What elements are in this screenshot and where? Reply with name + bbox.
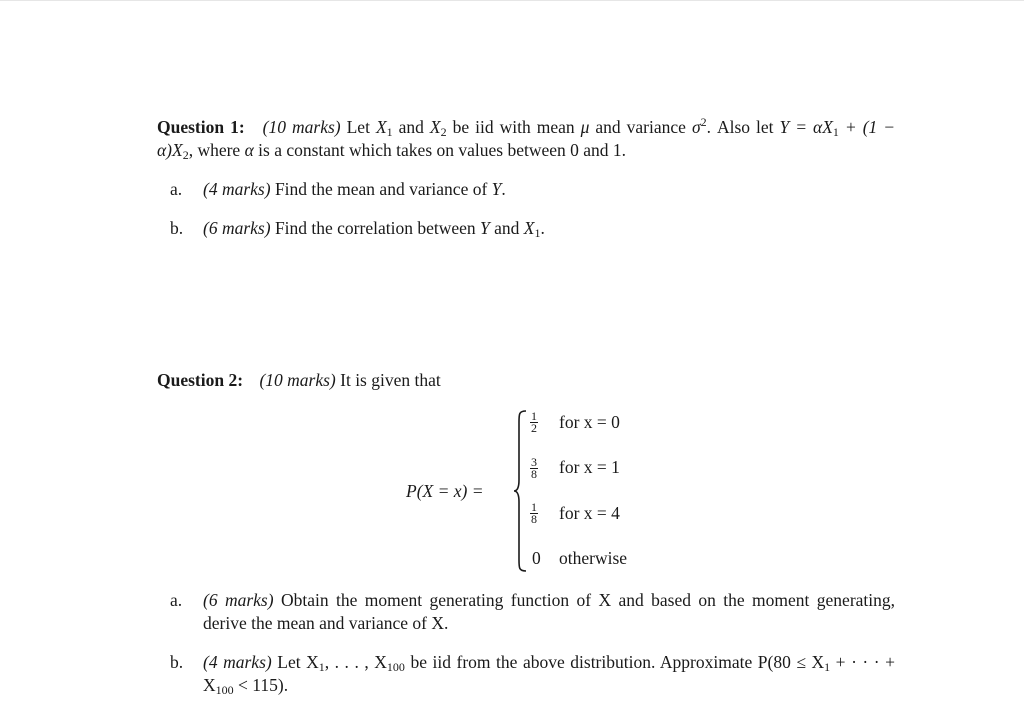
q1-x1: X: [375, 117, 387, 137]
q1-alpha: α: [244, 140, 254, 160]
case-2-denominator: 8: [531, 467, 537, 481]
part-sub-d: 100: [215, 683, 234, 697]
q1-sigma-sup: 2: [700, 115, 707, 129]
q1-text-b: be iid with mean: [452, 117, 575, 137]
part-text-b: , . . . , X: [324, 652, 387, 672]
case-4-value: 0: [532, 548, 541, 568]
case-2-fraction: [530, 457, 538, 480]
part-text-c: be iid from the above distribution. Approximate P(80 ≤ X: [404, 652, 825, 672]
part-end: .: [540, 218, 545, 238]
q1-text-a: Let: [346, 117, 370, 137]
q1-y-definition: Y = αX: [779, 117, 833, 137]
part-var2: X: [523, 218, 535, 238]
q1-text-e: , where: [188, 140, 241, 160]
q1-mu: μ: [580, 117, 590, 137]
part-text: Find the mean and variance of: [274, 179, 488, 199]
part-var: Y: [491, 179, 502, 199]
case-1-numerator: 1: [531, 409, 537, 423]
q1-x2: X: [429, 117, 441, 137]
question-1-marks: (10 marks): [262, 117, 341, 137]
part-marks: (6 marks): [203, 218, 271, 238]
part-label: a.: [170, 590, 183, 610]
part-text-e: < 115).: [233, 675, 289, 695]
part-text-d: + · · · + X: [203, 652, 896, 695]
q1-x1-sub: 1: [386, 125, 393, 139]
top-border: [0, 0, 1024, 1]
part-label: b.: [170, 652, 184, 672]
case-3-condition: for x = 4: [559, 503, 620, 523]
case-3-denominator: 8: [531, 512, 537, 526]
case-1-denominator: 2: [531, 421, 537, 435]
question-2-part-a: [157, 589, 895, 635]
case-3-numerator: 1: [531, 500, 537, 514]
part-text-a: Let X: [277, 652, 319, 672]
part-var2-sub: 1: [534, 226, 541, 240]
question-1-heading: Question 1:: [157, 117, 245, 137]
part-text: Obtain the moment generating function of X and based on the moment generating, derive the mean and variance of X.: [203, 590, 896, 633]
part-sub-a: 1: [318, 660, 325, 674]
part-text: Find the correlation between: [274, 218, 476, 238]
question-2-intro: [157, 369, 895, 392]
q1-x2-sub: 2: [440, 125, 447, 139]
q1-y-def-mid: + (1 − α)X: [157, 117, 896, 160]
part-sub-b: 100: [386, 660, 405, 674]
case-1-fraction: [530, 411, 538, 434]
part-marks: (4 marks): [203, 179, 271, 199]
question-2: [157, 369, 895, 392]
case-3-fraction: [530, 502, 538, 525]
part-marks: (4 marks): [203, 652, 272, 672]
question-2-heading: Question 2:: [157, 370, 244, 390]
pmf-lhs: P(X = x) =: [406, 481, 484, 501]
question-2-marks: (10 marks): [259, 370, 336, 390]
case-4-condition: otherwise: [559, 548, 628, 568]
q1-text-d: . Also let: [706, 117, 774, 137]
case-2-condition: for x = 1: [559, 457, 620, 477]
q1-y-def-sub2: 2: [182, 148, 189, 162]
part-a-body: [157, 589, 895, 635]
part-label: a.: [170, 179, 183, 199]
q1-and: and: [398, 117, 424, 137]
case-1-condition: for x = 0: [559, 412, 620, 432]
question-2-part-b: [157, 651, 895, 697]
part-label: b.: [170, 218, 184, 238]
q2-intro-text: It is given that: [340, 370, 441, 390]
left-brace-icon: [513, 410, 527, 572]
q1-text-f: is a constant which takes on values between 0 and 1.: [258, 140, 627, 160]
part-sub-c: 1: [824, 660, 831, 674]
case-2-numerator: 3: [531, 455, 537, 469]
q1-sigma: σ: [691, 117, 701, 137]
part-end: .: [501, 179, 506, 199]
part-and: and: [494, 218, 520, 238]
part-var: Y: [480, 218, 490, 238]
q1-text-c: and variance: [595, 117, 686, 137]
part-marks: (6 marks): [203, 590, 274, 610]
part-b-body: [157, 651, 895, 697]
q1-y-def-sub1: 1: [832, 125, 839, 139]
